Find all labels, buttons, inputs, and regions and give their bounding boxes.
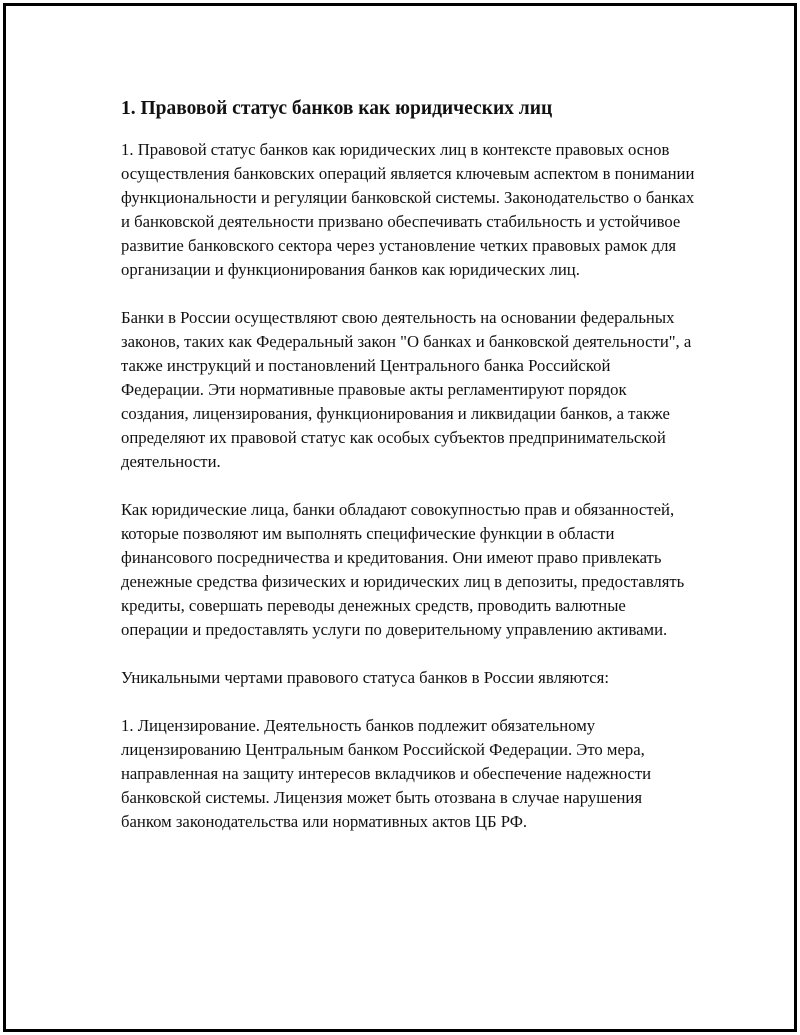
paragraph-rights: Как юридические лица, банки обладают совокупностью прав и обязанностей, которые позволяют им выполнять специфические функции в области финансового посредничества и кредитования. Они имеют право привлекать денежные средства физических и юридических лиц в депозиты, предоставлять кредиты, совершать переводы денежных средств, проводить валютные операции и предоставлять услуги по доверительному управлению активами. [121, 500, 685, 639]
document-body [121, 96, 696, 858]
section-heading: 1. Правовой статус банков как юридических лиц [121, 98, 553, 119]
paragraph-intro: 1. Правовой статус банков как юридических лиц в контексте правовых основ осуществления банковских операций является ключевым аспектом в понимании функциональности и регуляции банковской системы. Законодательство о банках и банковской деятельности призвано обеспечивать стабильность и устойчивое развитие банковского сектора через установление четких правовых рамок для организации и функционирования банков как юридических лиц. [121, 140, 695, 279]
paragraph-licensing: 1. Лицензирование. Деятельность банков подлежит обязательному лицензированию Центральным банком Российской Федерации. Это мера, направленная на защиту интересов вкладчиков и обеспечение надежности банковской системы. Лицензия может быть отозвана в случае нарушения банком законодательства или нормативных актов ЦБ РФ. [121, 716, 652, 831]
paragraph-legal-basis: Банки в России осуществляют свою деятельность на основании федеральных законов, таких как Федеральный закон "О банках и банковской деятельности", а также инструкций и постановлений Центрального банка Российской Федерации. Эти нормативные правовые акты регламентируют порядок создания, лицензирования, функционирования и ликвидации банков, а также определяют их правовой статус как особых субъектов предпринимательской деятельности. [121, 308, 692, 471]
paragraph-unique-features: Уникальными чертами правового статуса банков в России являются: [121, 668, 609, 687]
page-frame [3, 3, 797, 1032]
